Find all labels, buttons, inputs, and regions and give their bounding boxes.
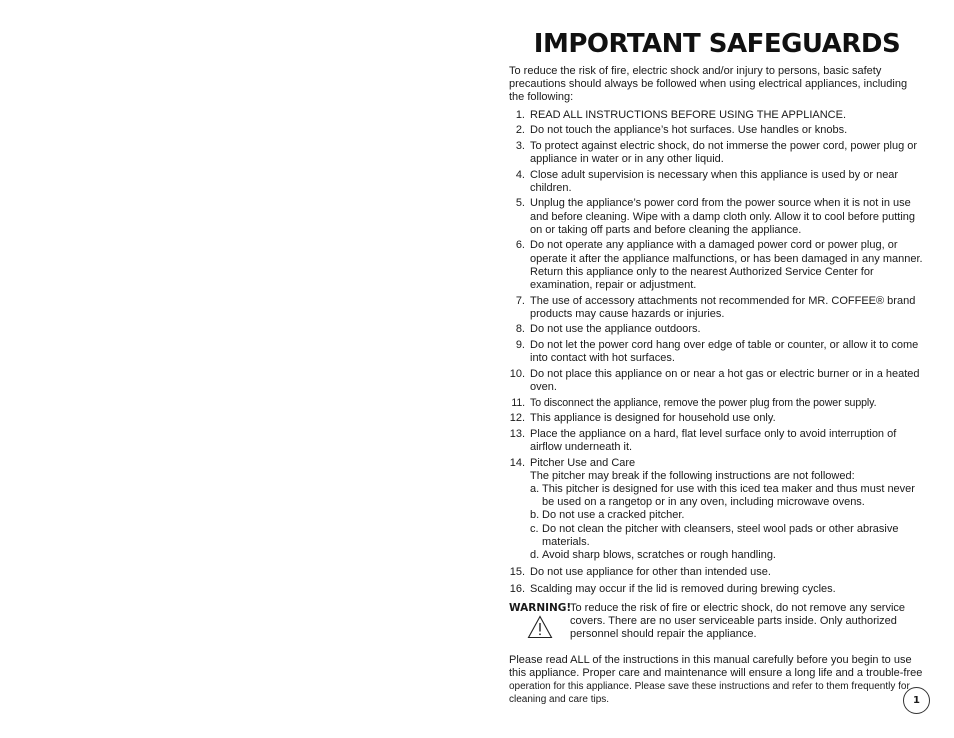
item-text: READ ALL INSTRUCTIONS BEFORE USING THE APPLIANCE. — [530, 108, 847, 121]
item-text: The use of accessory attachments not recommended for MR. COFFEE® brand products may cause hazards or injuries. — [530, 294, 916, 320]
sub-text: This pitcher is designed for use with this iced tea maker and thus must never be used on a rangetop or in any oven, including microwave ovens. — [542, 482, 915, 509]
item-text: Close adult supervision is necessary when this appliance is used by or near children. — [530, 168, 899, 194]
item-text: Do not operate any appliance with a damaged power cord or power plug, or operate it after the appliance malfunctions, or has been damaged in any manner. Return this appliance only to the nearest Authorized Service Center for examination, repair or adjustment. — [530, 239, 923, 291]
sub-list-item — [530, 483, 925, 509]
page-number: 1 — [903, 687, 930, 714]
item-number: 2. — [515, 124, 525, 137]
item-number: 14. — [509, 456, 525, 469]
item-number: 4. — [515, 168, 525, 181]
item-text: To protect against electric shock, do not immerse the power cord, power plug or appliance in water or in any other liquid. — [530, 139, 918, 165]
list-item — [509, 124, 925, 137]
sub-list-item — [530, 549, 925, 562]
item-number: 6. — [515, 239, 525, 252]
safeguards-section — [509, 28, 925, 706]
warning-block — [509, 602, 925, 644]
sub-list-item — [530, 523, 925, 549]
item-lead: The pitcher may break if the following instructions are not followed: — [530, 469, 855, 482]
item-number: 11. — [511, 396, 525, 409]
item-number: 15. — [509, 566, 525, 579]
list-item — [509, 583, 925, 596]
list-item — [509, 566, 925, 579]
item-number: 1. — [515, 108, 525, 121]
sub-letter: a. — [530, 482, 540, 495]
warning-label: WARNING! — [509, 601, 572, 614]
item-number: 12. — [509, 412, 525, 425]
list-item — [509, 339, 925, 365]
list-item — [509, 295, 925, 321]
item-text: Place the appliance on a hard, flat level surface only to avoid interruption of airflow underneath it. — [530, 427, 897, 453]
item-number: 3. — [515, 139, 525, 152]
item-text: This appliance is designed for household use only. — [530, 412, 776, 425]
list-item — [509, 323, 925, 336]
item-text: Do not touch the appliance’s hot surfaces. Use handles or knobs. — [530, 124, 848, 137]
pitcher-sub-list — [530, 483, 925, 562]
item-text: Scalding may occur if the lid is removed during brewing cycles. — [530, 583, 836, 596]
warning-text: To reduce the risk of fire or electric shock, do not remove any service covers. There are no user serviceable parts inside. Only authorized personnel should repair the appliance. — [570, 601, 906, 640]
sub-text: Do not clean the pitcher with cleansers, steel wool pads or other abrasive materials. — [542, 522, 899, 548]
item-number: 5. — [515, 197, 525, 210]
item-number: 7. — [515, 294, 525, 307]
item-text: Do not use appliance for other than intended use. — [530, 566, 771, 579]
closing-paragraph — [509, 654, 925, 707]
item-text: Do not place this appliance on or near a hot gas or electric burner or in a heated oven. — [530, 367, 920, 393]
item-number: 13. — [509, 427, 525, 440]
sub-list-item — [530, 509, 925, 522]
list-item — [509, 140, 925, 166]
list-item — [509, 397, 925, 410]
safeguards-list — [509, 109, 925, 597]
sub-letter: b. — [530, 509, 540, 522]
item-text: Do not let the power cord hang over edge of table or counter, or allow it to come into contact with hot surfaces. — [530, 338, 919, 365]
closing-text-small: operation for this appliance. Please save these instructions and refer to them frequently for cleaning and care tips. — [509, 681, 910, 706]
item-heading: Pitcher Use and Care — [530, 456, 636, 469]
list-item — [509, 368, 925, 394]
item-text: Do not use the appliance outdoors. — [530, 323, 701, 336]
list-item — [509, 169, 925, 195]
sub-text: Avoid sharp blows, scratches or rough handling. — [542, 548, 776, 561]
closing-text: Please read ALL of the instructions in this manual carefully before you begin to use this appliance. Proper care and maintenance will ensure a long life and a trouble-free — [509, 653, 923, 679]
item-number: 8. — [515, 323, 525, 336]
sub-text: Do not use a cracked pitcher. — [542, 509, 685, 522]
item-number: 10. — [509, 367, 525, 380]
page-title: IMPORTANT SAFEGUARDS — [533, 29, 901, 59]
item-text: To disconnect the appliance, remove the power plug from the power supply. — [530, 396, 877, 409]
list-item — [509, 412, 925, 425]
item-number: 9. — [515, 338, 525, 351]
sub-letter: c. — [530, 522, 539, 535]
item-number: 16. — [509, 583, 525, 596]
warning-triangle-icon — [527, 615, 553, 639]
list-item — [509, 428, 925, 454]
list-item — [509, 197, 925, 237]
list-item — [509, 109, 925, 122]
intro-paragraph: To reduce the risk of fire, electric shock and/or injury to persons, basic safety precautions should always be followed when using electrical appliances, including the following: — [509, 65, 908, 104]
list-item-pitcher-care — [509, 457, 925, 563]
sub-letter: d. — [530, 548, 540, 561]
list-item — [509, 239, 925, 292]
item-text: Unplug the appliance’s power cord from the power source when it is not in use and before cleaning. Wipe with a damp cloth only. Allow it to cool before putting on or taking off parts and before cleaning the appliance. — [530, 197, 916, 236]
